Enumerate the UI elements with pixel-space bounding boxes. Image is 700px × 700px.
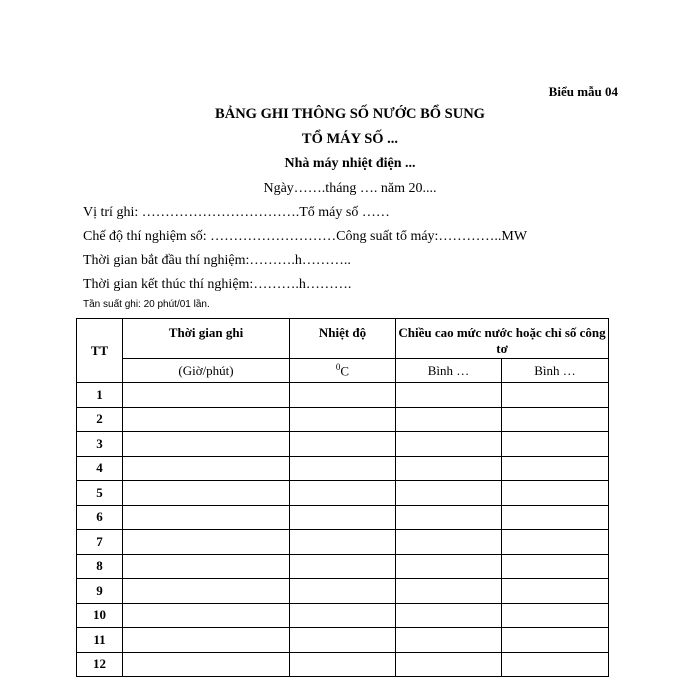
table-row bbox=[77, 407, 609, 432]
tank-2-cell[interactable] bbox=[502, 603, 609, 628]
table-row bbox=[77, 579, 609, 604]
tank-1-cell[interactable] bbox=[396, 505, 502, 530]
tank-2-cell[interactable] bbox=[502, 481, 609, 506]
time-cell[interactable] bbox=[123, 652, 290, 677]
temperature-cell[interactable] bbox=[290, 383, 396, 408]
tank-2-cell[interactable] bbox=[502, 383, 609, 408]
time-cell[interactable] bbox=[123, 505, 290, 530]
table-row bbox=[77, 603, 609, 628]
tank-2-cell[interactable] bbox=[502, 456, 609, 481]
row-number: 9 bbox=[77, 579, 123, 604]
time-cell[interactable] bbox=[123, 456, 290, 481]
row-number: 4 bbox=[77, 456, 123, 481]
unit-title: TỔ MÁY SỐ ... bbox=[301, 131, 399, 147]
time-cell[interactable] bbox=[123, 603, 290, 628]
table-row bbox=[77, 481, 609, 506]
form-code: Biểu mẫu 04 bbox=[548, 84, 618, 99]
time-cell[interactable] bbox=[123, 481, 290, 506]
row-number: 6 bbox=[77, 505, 123, 530]
time-cell[interactable] bbox=[123, 432, 290, 457]
temperature-cell[interactable] bbox=[290, 481, 396, 506]
temperature-cell[interactable] bbox=[290, 603, 396, 628]
row-number: 5 bbox=[77, 481, 123, 506]
temperature-cell[interactable] bbox=[290, 579, 396, 604]
temperature-cell[interactable] bbox=[290, 652, 396, 677]
tank-2-cell[interactable] bbox=[502, 407, 609, 432]
tank-1-cell[interactable] bbox=[396, 603, 502, 628]
celsius-label: C bbox=[340, 363, 350, 379]
header-tt: TT bbox=[77, 319, 123, 383]
temperature-cell[interactable] bbox=[290, 628, 396, 653]
temperature-cell[interactable] bbox=[290, 530, 396, 555]
row-number: 11 bbox=[77, 628, 123, 653]
tank-1-cell[interactable] bbox=[396, 407, 502, 432]
tank-1-cell[interactable] bbox=[396, 530, 502, 555]
date-line: Ngày…….tháng …. năm 20.... bbox=[263, 181, 437, 196]
header-tank-1: Bình … bbox=[396, 359, 502, 383]
row-number: 10 bbox=[77, 603, 123, 628]
time-cell[interactable] bbox=[123, 530, 290, 555]
temperature-cell[interactable] bbox=[290, 505, 396, 530]
row-number: 12 bbox=[77, 652, 123, 677]
table-row bbox=[77, 383, 609, 408]
table-row bbox=[77, 505, 609, 530]
tank-2-cell[interactable] bbox=[502, 579, 609, 604]
tank-2-cell[interactable] bbox=[502, 432, 609, 457]
header-temperature: Nhiệt độ bbox=[290, 319, 396, 359]
table-row bbox=[77, 432, 609, 457]
tank-2-cell[interactable] bbox=[502, 652, 609, 677]
tank-2-cell[interactable] bbox=[502, 530, 609, 555]
table-body bbox=[77, 383, 609, 677]
table-row bbox=[77, 652, 609, 677]
measurement-table bbox=[76, 318, 609, 677]
table-row bbox=[77, 554, 609, 579]
header-water-level: Chiều cao mức nước hoặc chỉ số công tơ bbox=[396, 319, 609, 359]
header-time: Thời gian ghi bbox=[123, 319, 290, 359]
frequency-note: Tần suất ghi: 20 phút/01 lần. bbox=[83, 299, 210, 310]
table-row bbox=[77, 628, 609, 653]
time-cell[interactable] bbox=[123, 407, 290, 432]
tank-1-cell[interactable] bbox=[396, 579, 502, 604]
tank-2-cell[interactable] bbox=[502, 505, 609, 530]
test-mode-field: Chế độ thí nghiệm số: ………………………Công suất tổ máy:…………..MW bbox=[83, 229, 528, 244]
row-number: 1 bbox=[77, 383, 123, 408]
time-cell[interactable] bbox=[123, 554, 290, 579]
time-cell[interactable] bbox=[123, 628, 290, 653]
tank-1-cell[interactable] bbox=[396, 456, 502, 481]
time-cell[interactable] bbox=[123, 579, 290, 604]
tank-1-cell[interactable] bbox=[396, 481, 502, 506]
tank-1-cell[interactable] bbox=[396, 652, 502, 677]
degree-sup: 0 bbox=[335, 361, 341, 372]
row-number: 7 bbox=[77, 530, 123, 555]
header-temperature-unit bbox=[290, 359, 396, 383]
time-cell[interactable] bbox=[123, 383, 290, 408]
temperature-cell[interactable] bbox=[290, 432, 396, 457]
row-number: 3 bbox=[77, 432, 123, 457]
end-time-field: Thời gian kết thúc thí nghiệm:……….h………. bbox=[83, 277, 352, 292]
table-row bbox=[77, 456, 609, 481]
tank-1-cell[interactable] bbox=[396, 554, 502, 579]
header-time-unit: (Giờ/phút) bbox=[123, 359, 290, 383]
row-number: 8 bbox=[77, 554, 123, 579]
tank-1-cell[interactable] bbox=[396, 628, 502, 653]
row-number: 2 bbox=[77, 407, 123, 432]
tank-2-cell[interactable] bbox=[502, 628, 609, 653]
tank-1-cell[interactable] bbox=[396, 383, 502, 408]
start-time-field: Thời gian bắt đầu thí nghiệm:……….h……….. bbox=[83, 253, 351, 268]
location-field: Vị trí ghi: …………………………….Tổ máy số …… bbox=[83, 205, 390, 220]
tank-2-cell[interactable] bbox=[502, 554, 609, 579]
document-title: BẢNG GHI THÔNG SỐ NƯỚC BỔ SUNG bbox=[215, 106, 485, 122]
plant-name: Nhà máy nhiệt điện ... bbox=[284, 156, 416, 171]
temperature-cell[interactable] bbox=[290, 554, 396, 579]
temperature-cell[interactable] bbox=[290, 407, 396, 432]
table-row bbox=[77, 530, 609, 555]
header-tank-2: Bình … bbox=[502, 359, 609, 383]
temperature-cell[interactable] bbox=[290, 456, 396, 481]
tank-1-cell[interactable] bbox=[396, 432, 502, 457]
